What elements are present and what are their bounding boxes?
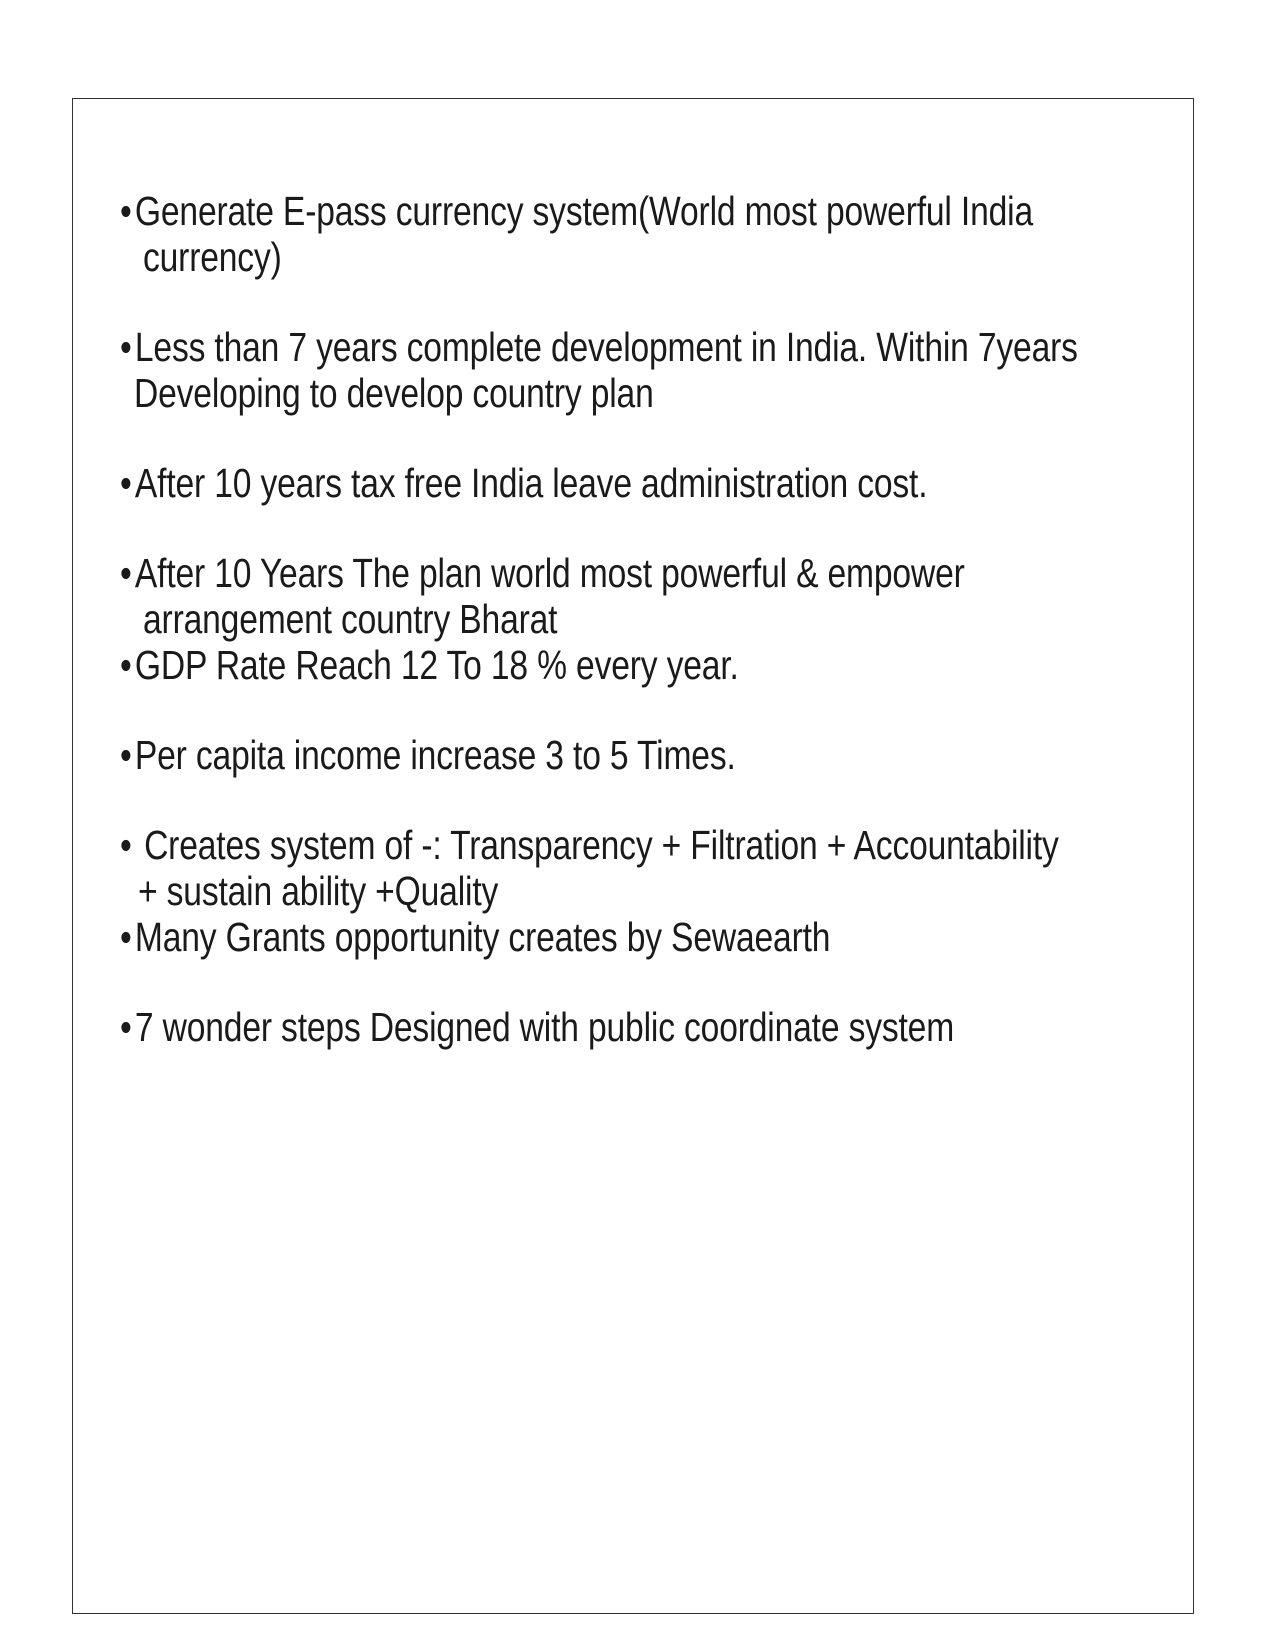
bullet-continuation: currency) bbox=[143, 234, 282, 280]
bullet-text: Many Grants opportunity creates by Sewaearth bbox=[134, 914, 831, 960]
bullet-text: Creates system of -: Transparency + Filtration + Accountability bbox=[134, 822, 1059, 868]
bullet-continuation: Developing to develop country plan bbox=[134, 370, 654, 416]
bullet-text: Per capita income increase 3 to 5 Times. bbox=[134, 732, 736, 778]
bullet-dot: • bbox=[120, 642, 132, 688]
bullet-continuation: + sustain ability +Quality bbox=[138, 868, 499, 914]
bullet-dot: • bbox=[120, 460, 132, 506]
bullet-dot: • bbox=[120, 822, 132, 868]
bullet-dot: • bbox=[120, 1004, 132, 1050]
bullet-item-e-pass-currency bbox=[120, 188, 1033, 234]
bullet-item-development bbox=[120, 324, 1078, 370]
bullet-item-grants-opportunity bbox=[120, 914, 830, 960]
bullet-dot: • bbox=[120, 188, 132, 234]
bullet-text: After 10 years tax free India leave administration cost. bbox=[134, 460, 928, 506]
bullet-item-per-capita-income bbox=[120, 732, 736, 778]
bullet-text: 7 wonder steps Designed with public coordinate system bbox=[134, 1004, 955, 1050]
bullet-text: Less than 7 years complete development in India. Within 7years bbox=[134, 324, 1078, 370]
bullet-item-creates-system bbox=[120, 822, 1059, 868]
bullet-text: Generate E-pass currency system(World most powerful India bbox=[134, 188, 1034, 234]
bullet-item-powerful-bharat bbox=[120, 550, 965, 596]
bullet-text: After 10 Years The plan world most powerful & empower bbox=[134, 550, 965, 596]
bullet-continuation: arrangement country Bharat bbox=[143, 596, 558, 642]
bullet-dot: • bbox=[120, 324, 132, 370]
bullet-dot: • bbox=[120, 550, 132, 596]
bullet-text: GDP Rate Reach 12 To 18 % every year. bbox=[134, 642, 739, 688]
bullet-item-wonder-steps bbox=[120, 1004, 954, 1050]
bullet-dot: • bbox=[120, 914, 132, 960]
bullet-dot: • bbox=[120, 732, 132, 778]
bullet-item-gdp-rate bbox=[120, 642, 739, 688]
bullet-item-tax-free bbox=[120, 460, 927, 506]
